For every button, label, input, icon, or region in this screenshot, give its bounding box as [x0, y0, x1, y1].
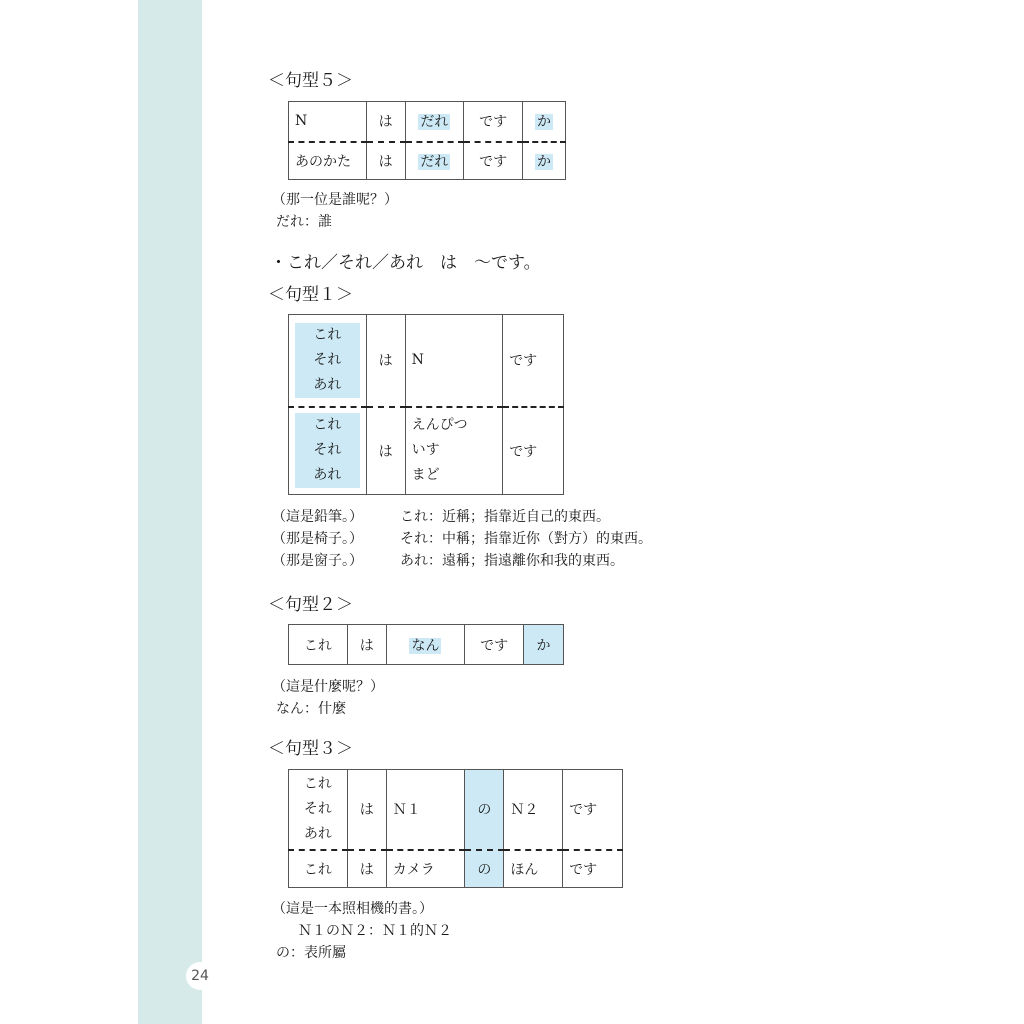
noun-item: いす	[411, 442, 440, 459]
pattern1-table	[288, 314, 564, 495]
translation-line: （那是窗子。）	[272, 553, 363, 569]
table-cell: これ	[289, 850, 348, 888]
subject-stack	[289, 315, 367, 407]
table-cell: これ	[289, 625, 348, 665]
pattern3-note1: Ｎ１のＮ２：Ｎ１的Ｎ２	[298, 923, 452, 939]
table-cell	[405, 102, 464, 142]
note-line: それ：中稱；指靠近你（對方）的東西。	[400, 531, 652, 547]
noun-item: まど	[411, 467, 440, 484]
table-cell: Ｎ１	[386, 770, 465, 850]
pattern5-note: だれ：誰	[276, 214, 332, 230]
pattern5-translation: （那一位是誰呢？）	[272, 192, 398, 208]
highlight-word: これ	[295, 323, 360, 348]
table-cell: です	[465, 625, 524, 665]
pattern2-translation: （這是什麼呢？）	[272, 679, 384, 695]
subject-item: あれ	[303, 825, 332, 842]
table-cell: は	[347, 850, 386, 888]
translation-line: （這是鉛筆。）	[272, 509, 363, 525]
highlight-word: これ	[295, 413, 360, 438]
table-cell: あのかた	[289, 142, 367, 180]
pattern3-table	[288, 769, 623, 888]
table-row	[289, 625, 564, 665]
pattern5-table	[288, 101, 566, 180]
pattern2-note: なん：什麼	[276, 701, 346, 717]
subject-item: これ	[303, 775, 332, 792]
table-cell: Ｎ２	[504, 770, 563, 850]
table-row	[289, 102, 566, 142]
table-cell: カメラ	[386, 850, 465, 888]
highlight-word: か	[537, 153, 552, 170]
highlight-word: だれ	[420, 153, 449, 170]
table-cell: は	[366, 315, 405, 407]
table-cell: は	[366, 102, 405, 142]
table-cell: です	[503, 315, 564, 407]
table-cell: ほん	[504, 850, 563, 888]
pattern3-heading: ＜句型３＞	[268, 739, 353, 759]
note-line: これ：近稱；指靠近自己的東西。	[400, 509, 610, 525]
subject-stack	[289, 770, 348, 850]
table-cell	[386, 625, 465, 665]
highlight-word: あれ	[295, 463, 360, 488]
subject-item: それ	[303, 800, 332, 817]
pattern2-table	[288, 624, 564, 665]
highlight-word: それ	[295, 348, 360, 373]
pattern5-heading: ＜句型５＞	[268, 71, 353, 91]
highlight-word: なん	[411, 637, 440, 654]
table-cell: は	[347, 625, 386, 665]
pattern3-translation: （這是一本照相機的書。）	[272, 901, 433, 917]
noun-item: えんぴつ	[411, 417, 468, 434]
subject-stack	[289, 407, 367, 495]
table-cell: は	[366, 142, 405, 180]
table-cell	[405, 142, 464, 180]
table-cell: の	[465, 770, 504, 850]
highlight-word: か	[537, 114, 552, 131]
highlight-word: それ	[295, 438, 360, 463]
table-cell: です	[563, 850, 623, 888]
table-cell: N	[289, 102, 367, 142]
highlight-word: あれ	[295, 373, 360, 398]
table-cell: の	[465, 850, 504, 888]
table-cell: です	[464, 142, 523, 180]
noun-stack	[405, 407, 503, 495]
pattern2-heading: ＜句型２＞	[268, 595, 353, 615]
table-row	[289, 315, 564, 407]
pattern3-note2: の：表所屬	[276, 945, 346, 961]
table-row	[289, 407, 564, 495]
table-cell	[523, 102, 566, 142]
table-cell: N	[405, 315, 503, 407]
translation-line: （那是椅子。）	[272, 531, 363, 547]
table-cell: は	[347, 770, 386, 850]
highlight-word: だれ	[420, 114, 449, 131]
table-row	[289, 850, 623, 888]
table-cell: です	[563, 770, 623, 850]
table-cell: です	[464, 102, 523, 142]
table-cell: か	[524, 625, 564, 665]
table-cell	[523, 142, 566, 180]
table-row	[289, 770, 623, 850]
pattern1-heading: ＜句型１＞	[268, 285, 353, 305]
note-line: あれ：遠稱；指遠離你和我的東西。	[400, 553, 624, 569]
table-cell: です	[503, 407, 564, 495]
table-cell: は	[366, 407, 405, 495]
section-title: ・これ／それ／あれ は ～です。	[270, 253, 541, 273]
table-row	[289, 142, 566, 180]
page-number: 24	[186, 962, 214, 990]
